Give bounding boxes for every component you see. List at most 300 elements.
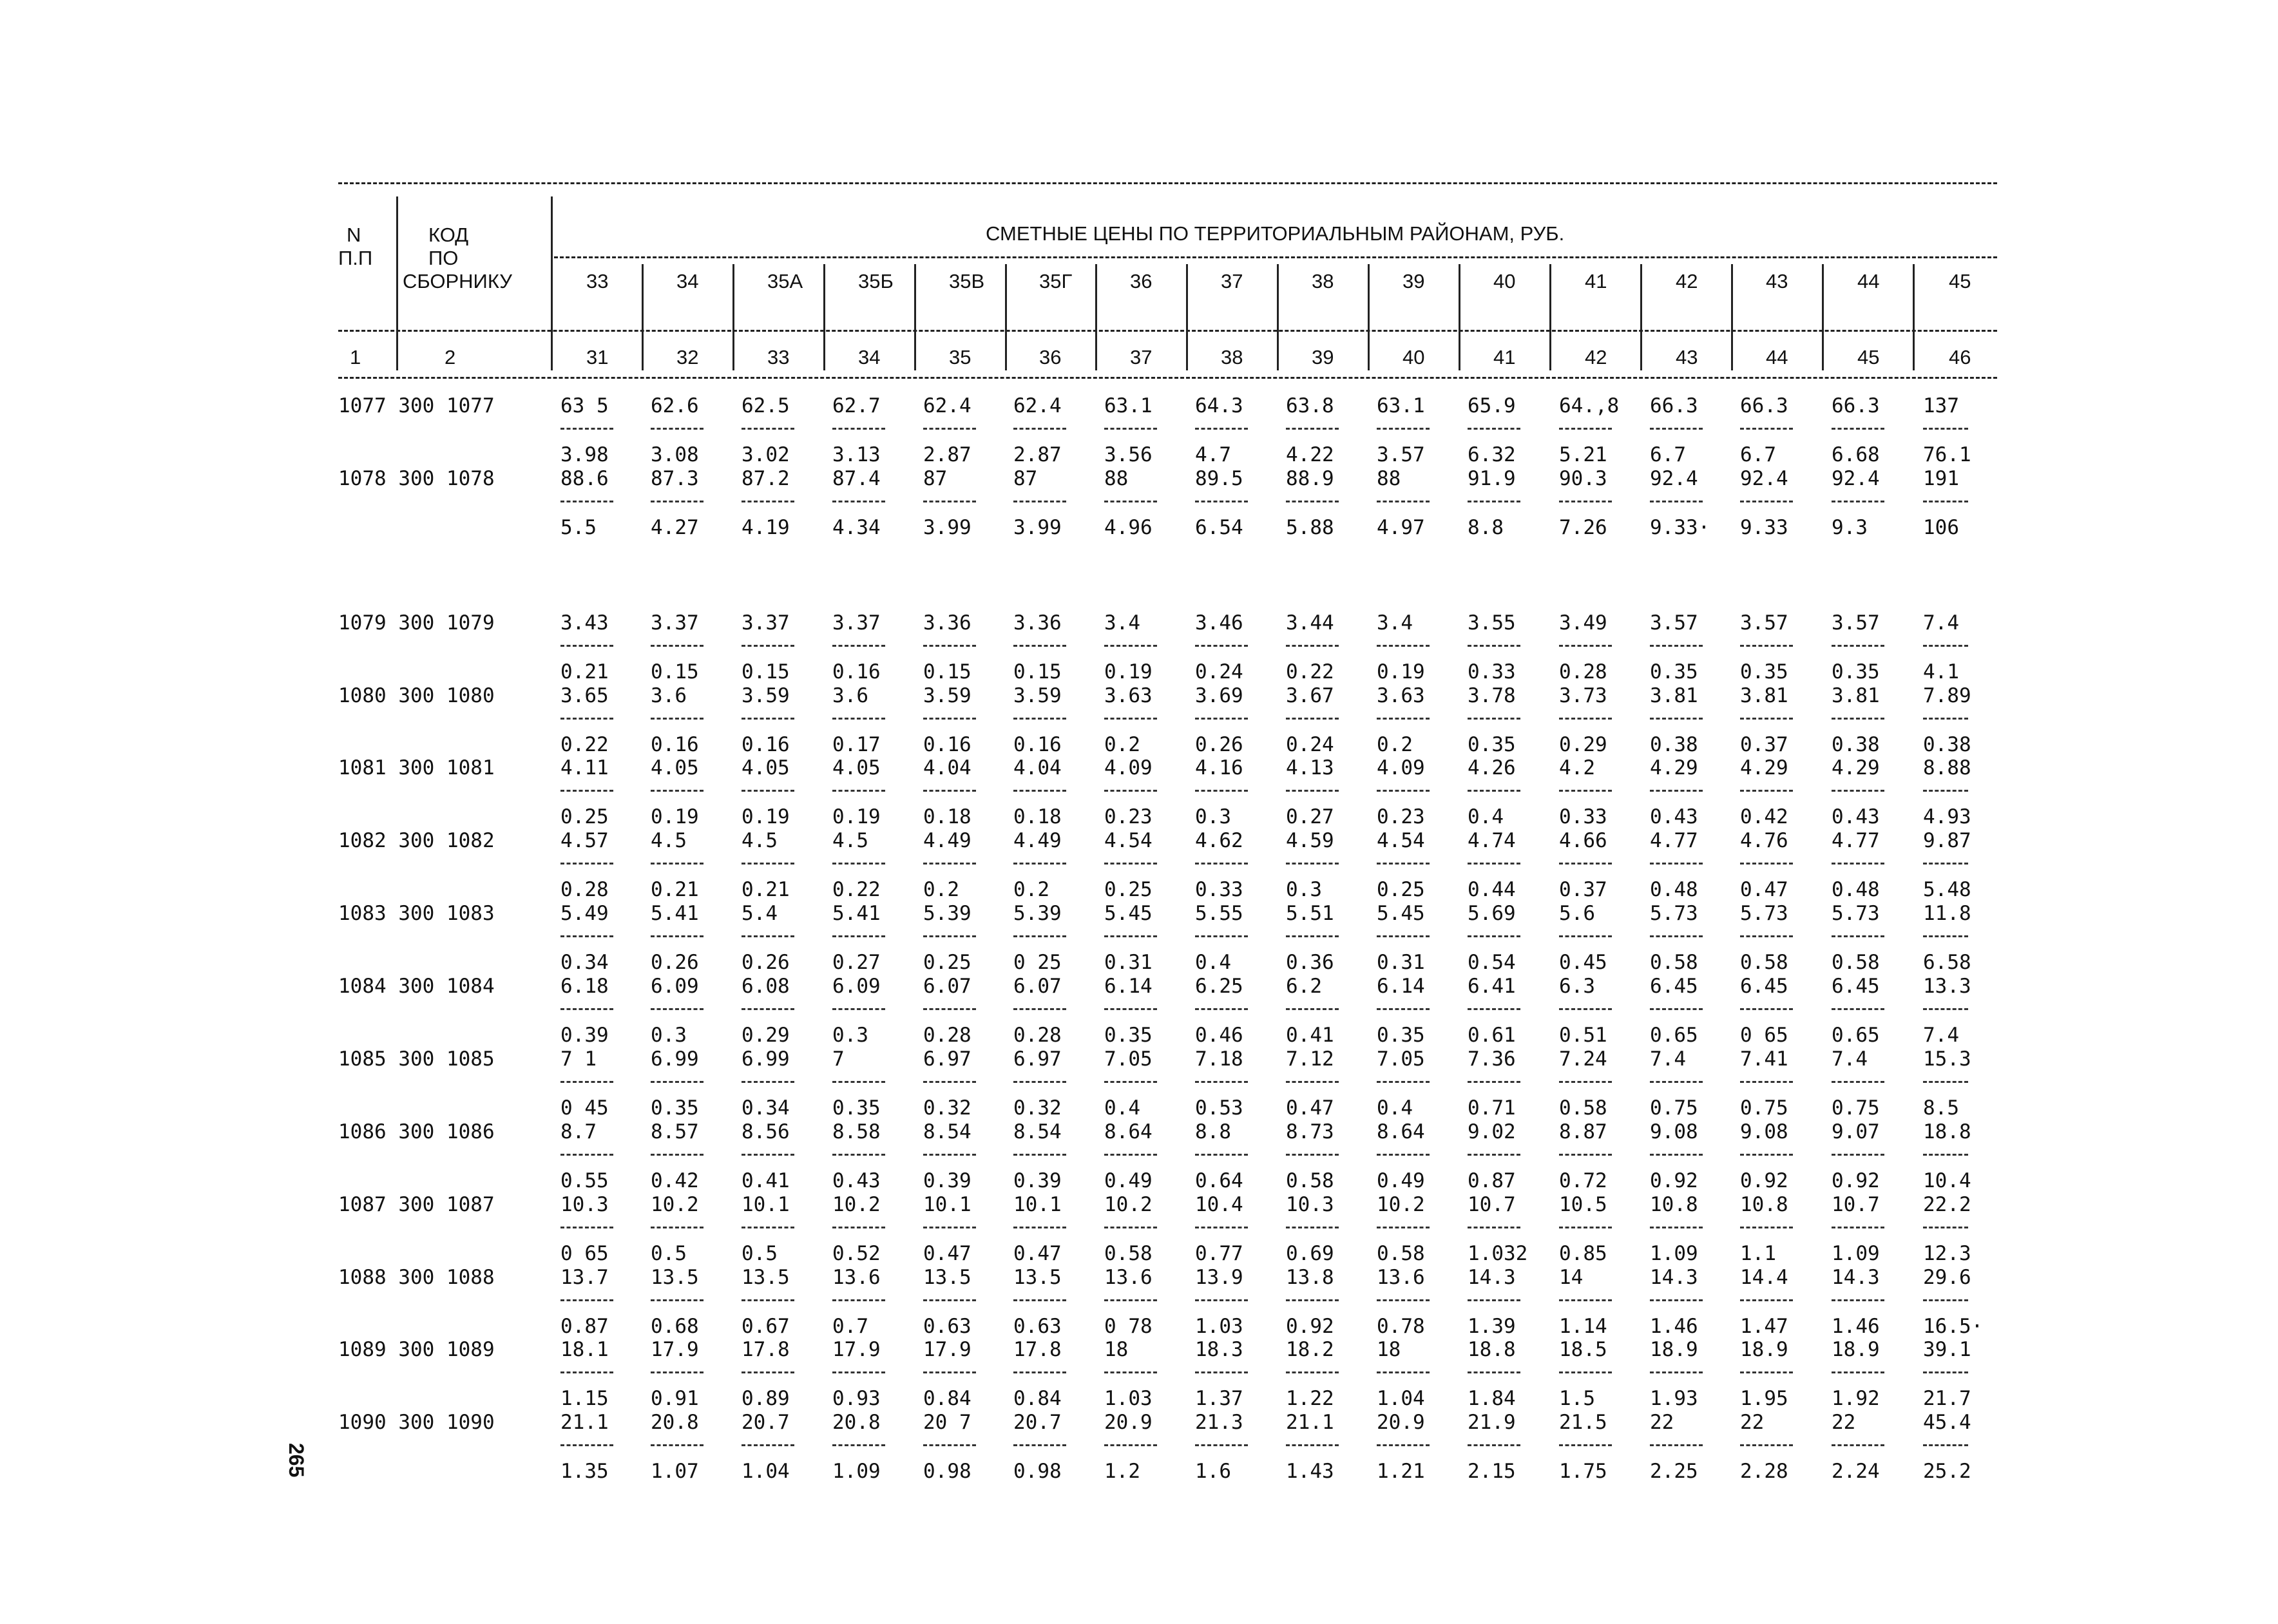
region-column-header: 45: [1949, 270, 1971, 292]
fraction-bar: [560, 1371, 613, 1373]
price-value: 0.45: [1559, 951, 1607, 974]
price-value: 91.9: [1468, 467, 1516, 490]
fraction-bar: [1740, 1008, 1793, 1010]
price-value: 0.25: [560, 805, 609, 828]
price-value: 0.7: [832, 1315, 868, 1338]
col-separator-2: [551, 196, 553, 370]
price-value: 5.45: [1377, 902, 1425, 925]
fraction-bar: [651, 1154, 704, 1156]
fraction-bar: [1013, 790, 1066, 792]
fraction-bar: [1013, 1444, 1066, 1446]
fraction-bar: [1923, 645, 1968, 647]
price-value: 4.93: [1923, 805, 1971, 828]
fraction-bar: [832, 645, 885, 647]
fraction-bar: [1559, 1227, 1612, 1228]
price-value: 0.87: [560, 1315, 609, 1338]
price-value: 0.84: [923, 1387, 972, 1410]
row-code: 1085 300 1085: [338, 1047, 495, 1071]
fraction-bar: [1650, 1371, 1703, 1373]
fraction-bar: [1377, 645, 1430, 647]
fraction-bar: [1740, 645, 1793, 647]
fraction-bar: [560, 1008, 613, 1010]
fraction-bar: [1923, 1081, 1968, 1083]
fraction-bar: [923, 863, 976, 865]
price-value: 4.29: [1740, 756, 1788, 779]
fraction-bar: [1104, 790, 1157, 792]
price-value: 7.4: [1923, 1024, 1959, 1047]
price-value: 0.87: [1468, 1169, 1516, 1192]
price-value: 21.1: [560, 1411, 609, 1434]
fraction-bar: [742, 1008, 794, 1010]
price-value: 3.81: [1740, 684, 1788, 707]
fraction-bar: [923, 1371, 976, 1373]
fraction-bar: [1559, 1154, 1612, 1156]
price-value: 63.1: [1377, 394, 1425, 417]
fraction-bar: [1832, 1081, 1884, 1083]
index-label: 41: [1493, 346, 1516, 368]
price-value: 1.2: [1104, 1460, 1140, 1483]
price-value: 0.33: [1195, 878, 1243, 901]
fraction-bar: [1377, 1371, 1430, 1373]
price-value: 0.53: [1195, 1096, 1243, 1120]
price-value: 0.23: [1104, 805, 1153, 828]
fraction-bar: [1377, 1081, 1430, 1083]
price-value: 4.05: [742, 756, 790, 779]
fraction-bar: [742, 790, 794, 792]
price-value: 0.77: [1195, 1242, 1243, 1265]
price-value: 0.22: [1286, 660, 1334, 683]
price-value: 0.28: [560, 878, 609, 901]
price-value: 0.4: [1377, 1096, 1413, 1120]
index-label: 36: [1039, 346, 1062, 368]
fraction-bar: [651, 1227, 704, 1228]
price-value: 4.1: [1923, 660, 1959, 683]
price-value: 9.3: [1832, 516, 1868, 539]
fraction-bar: [1923, 790, 1968, 792]
price-value: 4.66: [1559, 829, 1607, 852]
row-code: 1080 300 1080: [338, 684, 495, 707]
fraction-bar: [742, 428, 794, 430]
price-value: 0.75: [1740, 1096, 1788, 1120]
price-value: 6.25: [1195, 975, 1243, 998]
fraction-bar: [1468, 645, 1520, 647]
price-value: 4.05: [651, 756, 699, 779]
price-value: 10.5: [1559, 1193, 1607, 1216]
fraction-bar: [1377, 1154, 1430, 1156]
price-value: 6.68: [1832, 443, 1880, 466]
table-top-rule: [338, 182, 1997, 184]
price-value: 0.34: [742, 1096, 790, 1120]
fraction-bar: [923, 1227, 976, 1228]
price-value: 0.92: [1740, 1169, 1788, 1192]
price-value: 1.39: [1468, 1315, 1516, 1338]
price-value: 1.21: [1377, 1460, 1425, 1483]
price-value: 4.05: [832, 756, 881, 779]
price-value: 10.7: [1468, 1193, 1516, 1216]
price-value: 1.09: [832, 1460, 881, 1483]
price-value: 3.59: [923, 684, 972, 707]
fraction-bar: [560, 428, 613, 430]
header-code-label: КОД: [428, 224, 469, 246]
price-value: 11.8: [1923, 902, 1971, 925]
price-value: 0.28: [1013, 1024, 1062, 1047]
price-value: 0.3: [1195, 805, 1231, 828]
index-label: 33: [767, 346, 790, 368]
price-value: 3.37: [832, 611, 881, 635]
price-value: 0.92: [1286, 1315, 1334, 1338]
price-value: 9.87: [1923, 829, 1971, 852]
price-value: 0.31: [1377, 951, 1425, 974]
price-value: 191: [1923, 467, 1959, 490]
price-value: 10.4: [1195, 1193, 1243, 1216]
price-value: 0.15: [742, 660, 790, 683]
price-value: 0.92: [1650, 1169, 1698, 1192]
fraction-bar: [1923, 1371, 1968, 1373]
fraction-bar: [1650, 1299, 1703, 1301]
price-value: 3.02: [742, 443, 790, 466]
index-label: 2: [445, 346, 456, 368]
price-value: 92.4: [1740, 467, 1788, 490]
price-value: 1.75: [1559, 1460, 1607, 1483]
index-label: 32: [676, 346, 699, 368]
price-value: 0.3: [1286, 878, 1322, 901]
fraction-bar: [651, 1081, 704, 1083]
price-value: 5.4: [742, 902, 778, 925]
price-value: 0.35: [1650, 660, 1698, 683]
fraction-bar: [742, 1444, 794, 1446]
price-value: 0.85: [1559, 1242, 1607, 1265]
fraction-bar: [1013, 1081, 1066, 1083]
fraction-bar: [1286, 1081, 1339, 1083]
fraction-bar: [651, 790, 704, 792]
fraction-bar: [1740, 428, 1793, 430]
fraction-bar: [1013, 428, 1066, 430]
price-value: 0.46: [1195, 1024, 1243, 1047]
fraction-bar: [1195, 1444, 1248, 1446]
row-code: 1086 300 1086: [338, 1120, 495, 1143]
fraction-bar: [1559, 718, 1612, 720]
price-value: 1.09: [1650, 1242, 1698, 1265]
price-value: 5.5: [560, 516, 597, 539]
price-value: 92.4: [1650, 467, 1698, 490]
price-value: 10.2: [1104, 1193, 1153, 1216]
price-value: 4.62: [1195, 829, 1243, 852]
fraction-bar: [1195, 935, 1248, 937]
fraction-bar: [1104, 1227, 1157, 1228]
price-value: 66.3: [1740, 394, 1788, 417]
price-value: 6.32: [1468, 443, 1516, 466]
fraction-bar: [1013, 1154, 1066, 1156]
price-value: 0.35: [1468, 733, 1516, 756]
price-value: 14: [1559, 1266, 1584, 1289]
price-value: 3.81: [1832, 684, 1880, 707]
price-value: 0.3: [832, 1024, 868, 1047]
price-value: 7: [832, 1047, 845, 1071]
fraction-bar: [1832, 1227, 1884, 1228]
price-value: 3.99: [1013, 516, 1062, 539]
fraction-bar: [1286, 428, 1339, 430]
fraction-bar: [560, 790, 613, 792]
price-value: 0.15: [651, 660, 699, 683]
fraction-bar: [832, 790, 885, 792]
price-value: 7.24: [1559, 1047, 1607, 1071]
price-value: 0.48: [1650, 878, 1698, 901]
fraction-bar: [1013, 501, 1066, 502]
fraction-bar: [1013, 1008, 1066, 1010]
price-value: 87: [1013, 467, 1038, 490]
fraction-bar: [1104, 1008, 1157, 1010]
fraction-bar: [1468, 1154, 1520, 1156]
fraction-bar: [1559, 863, 1612, 865]
price-value: 0.64: [1195, 1169, 1243, 1192]
price-value: 106: [1923, 516, 1959, 539]
index-label: 43: [1676, 346, 1698, 368]
price-value: 2.28: [1740, 1460, 1788, 1483]
price-value: 62.6: [651, 394, 699, 417]
price-value: 0 65: [1740, 1024, 1788, 1047]
fraction-bar: [1104, 1154, 1157, 1156]
price-value: 9.07: [1832, 1120, 1880, 1143]
price-value: 18: [1377, 1338, 1401, 1361]
price-value: 0.15: [923, 660, 972, 683]
price-value: 1.07: [651, 1460, 699, 1483]
index-label: 42: [1585, 346, 1607, 368]
price-value: 0.3: [651, 1024, 687, 1047]
price-value: 39.1: [1923, 1338, 1971, 1361]
price-value: 0.98: [1013, 1460, 1062, 1483]
price-value: 0.24: [1195, 660, 1243, 683]
price-value: 0.34: [560, 951, 609, 974]
price-value: 0.22: [560, 733, 609, 756]
fraction-bar: [1650, 1227, 1703, 1228]
fraction-bar: [832, 1154, 885, 1156]
row-code: 1090 300 1090: [338, 1411, 495, 1434]
price-value: 9.02: [1468, 1120, 1516, 1143]
price-value: 0.36: [1286, 951, 1334, 974]
price-value: 20.8: [651, 1411, 699, 1434]
price-value: 10.1: [923, 1193, 972, 1216]
price-value: 7.4: [1832, 1047, 1868, 1071]
price-value: 6.45: [1650, 975, 1698, 998]
price-value: 1.37: [1195, 1387, 1243, 1410]
price-value: 65.9: [1468, 394, 1516, 417]
price-value: 14.4: [1740, 1266, 1788, 1289]
fraction-bar: [1559, 1444, 1612, 1446]
price-value: 0.26: [651, 951, 699, 974]
region-column-header: 37: [1221, 270, 1243, 292]
price-value: 4.96: [1104, 516, 1153, 539]
price-value: 7.18: [1195, 1047, 1243, 1071]
row-code: 1081 300 1081: [338, 756, 495, 779]
fraction-bar: [1286, 863, 1339, 865]
fraction-bar: [1740, 935, 1793, 937]
price-value: 0.35: [651, 1096, 699, 1120]
region-column-header: 43: [1766, 270, 1788, 292]
price-value: 3.43: [560, 611, 609, 635]
price-value: 92.4: [1832, 467, 1880, 490]
price-value: 8.5: [1923, 1096, 1959, 1120]
fraction-bar: [1013, 1227, 1066, 1228]
price-value: 18.3: [1195, 1338, 1243, 1361]
price-value: 0.21: [742, 878, 790, 901]
price-value: 0.43: [1832, 805, 1880, 828]
fraction-bar: [1104, 501, 1157, 502]
row-code: 1084 300 1084: [338, 975, 495, 998]
fraction-bar: [560, 501, 613, 502]
price-value: 0.4: [1195, 951, 1231, 974]
price-value: 0.21: [560, 660, 609, 683]
price-value: 3.59: [742, 684, 790, 707]
price-value: 45.4: [1923, 1411, 1971, 1434]
price-value: 0.25: [1104, 878, 1153, 901]
price-value: 17.9: [832, 1338, 881, 1361]
fraction-bar: [1650, 1444, 1703, 1446]
price-value: 7.05: [1104, 1047, 1153, 1071]
fraction-bar: [1195, 1371, 1248, 1373]
price-value: 9.08: [1740, 1120, 1788, 1143]
price-value: 17.9: [923, 1338, 972, 1361]
index-label: 39: [1312, 346, 1334, 368]
price-value: 10.8: [1740, 1193, 1788, 1216]
fraction-bar: [1286, 1444, 1339, 1446]
fraction-bar: [1195, 428, 1248, 430]
price-value: 6.3: [1559, 975, 1595, 998]
price-value: 66.3: [1650, 394, 1698, 417]
header-bottom-rule: [338, 377, 1997, 379]
price-value: 89.5: [1195, 467, 1243, 490]
price-value: 88.6: [560, 467, 609, 490]
price-value: 0.19: [1377, 660, 1425, 683]
price-value: 4.59: [1286, 829, 1334, 852]
price-value: 0.47: [1286, 1096, 1334, 1120]
price-value: 13.6: [1377, 1266, 1425, 1289]
fraction-bar: [742, 935, 794, 937]
price-value: 6.45: [1832, 975, 1880, 998]
price-value: 0.19: [742, 805, 790, 828]
price-value: 0.25: [923, 951, 972, 974]
price-value: 8.8: [1195, 1120, 1231, 1143]
price-value: 0.35: [832, 1096, 881, 1120]
col-separator-1: [396, 196, 398, 370]
fraction-bar: [1013, 718, 1066, 720]
price-value: 10.7: [1832, 1193, 1880, 1216]
fraction-bar: [1468, 935, 1520, 937]
fraction-bar: [1104, 1371, 1157, 1373]
fraction-bar: [1377, 790, 1430, 792]
price-value: 8.73: [1286, 1120, 1334, 1143]
price-value: 0.42: [651, 1169, 699, 1192]
price-value: 0.63: [923, 1315, 972, 1338]
fraction-bar: [742, 1299, 794, 1301]
price-value: 20.9: [1104, 1411, 1153, 1434]
fraction-bar: [560, 1227, 613, 1228]
price-value: 0.26: [1195, 733, 1243, 756]
price-value: 4.04: [1013, 756, 1062, 779]
fraction-bar: [1286, 935, 1339, 937]
price-value: 0.58: [1377, 1242, 1425, 1265]
price-value: 0.48: [1832, 878, 1880, 901]
price-value: 2.15: [1468, 1460, 1516, 1483]
fraction-bar: [1468, 790, 1520, 792]
price-value: 18.9: [1832, 1338, 1880, 1361]
price-value: 10.2: [1377, 1193, 1425, 1216]
price-value: 0.29: [1559, 733, 1607, 756]
fraction-bar: [1650, 935, 1703, 937]
fraction-bar: [1195, 863, 1248, 865]
price-value: 0.31: [1104, 951, 1153, 974]
price-value: 17.8: [1013, 1338, 1062, 1361]
fraction-bar: [742, 1154, 794, 1156]
price-value: 3.44: [1286, 611, 1334, 635]
price-value: 3.59: [1013, 684, 1062, 707]
price-value: 0.26: [742, 951, 790, 974]
price-value: 3.49: [1559, 611, 1607, 635]
price-value: 10.1: [742, 1193, 790, 1216]
price-value: 17.8: [742, 1338, 790, 1361]
price-value: 5.73: [1650, 902, 1698, 925]
price-value: 0.16: [651, 733, 699, 756]
fraction-bar: [1286, 1371, 1339, 1373]
price-value: 0.39: [1013, 1169, 1062, 1192]
fraction-bar: [742, 645, 794, 647]
price-value: 0.16: [832, 660, 881, 683]
price-value: 18.5: [1559, 1338, 1607, 1361]
fraction-bar: [560, 935, 613, 937]
fraction-bar: [742, 1081, 794, 1083]
price-value: 15.3: [1923, 1047, 1971, 1071]
price-value: 6.58: [1923, 951, 1971, 974]
price-value: 0.89: [742, 1387, 790, 1410]
price-value: 5.48: [1923, 878, 1971, 901]
price-value: 13.5: [1013, 1266, 1062, 1289]
fraction-bar: [1740, 863, 1793, 865]
fraction-bar: [1559, 1008, 1612, 1010]
index-label: 35: [949, 346, 972, 368]
price-value: 7.4: [1923, 611, 1959, 635]
price-value: 0.35: [1740, 660, 1788, 683]
price-value: 0.68: [651, 1315, 699, 1338]
fraction-bar: [742, 501, 794, 502]
fraction-bar: [923, 1299, 976, 1301]
fraction-bar: [923, 501, 976, 502]
fraction-bar: [832, 1081, 885, 1083]
price-value: 8.64: [1377, 1120, 1425, 1143]
price-value: 0.58: [1740, 951, 1788, 974]
price-value: 7 1: [560, 1047, 597, 1071]
price-value: 0.32: [1013, 1096, 1062, 1120]
index-label: 40: [1402, 346, 1425, 368]
price-value: 0.21: [651, 878, 699, 901]
price-value: 0.38: [1923, 733, 1971, 756]
price-value: 90.3: [1559, 467, 1607, 490]
price-value: 0.52: [832, 1242, 881, 1265]
price-value: 0.37: [1559, 878, 1607, 901]
price-value: 7.05: [1377, 1047, 1425, 1071]
fraction-bar: [832, 501, 885, 502]
price-value: 6.07: [923, 975, 972, 998]
region-column-header: 34: [676, 270, 699, 292]
price-value: 3.36: [923, 611, 972, 635]
price-value: 6.09: [832, 975, 881, 998]
header-mid-rule: [338, 330, 1997, 332]
fraction-bar: [1650, 645, 1703, 647]
price-value: 0.27: [832, 951, 881, 974]
price-value: 4.13: [1286, 756, 1334, 779]
price-value: 0.93: [832, 1387, 881, 1410]
row-code: 1082 300 1082: [338, 829, 495, 852]
price-value: 2.87: [923, 443, 972, 466]
fraction-bar: [651, 1299, 704, 1301]
